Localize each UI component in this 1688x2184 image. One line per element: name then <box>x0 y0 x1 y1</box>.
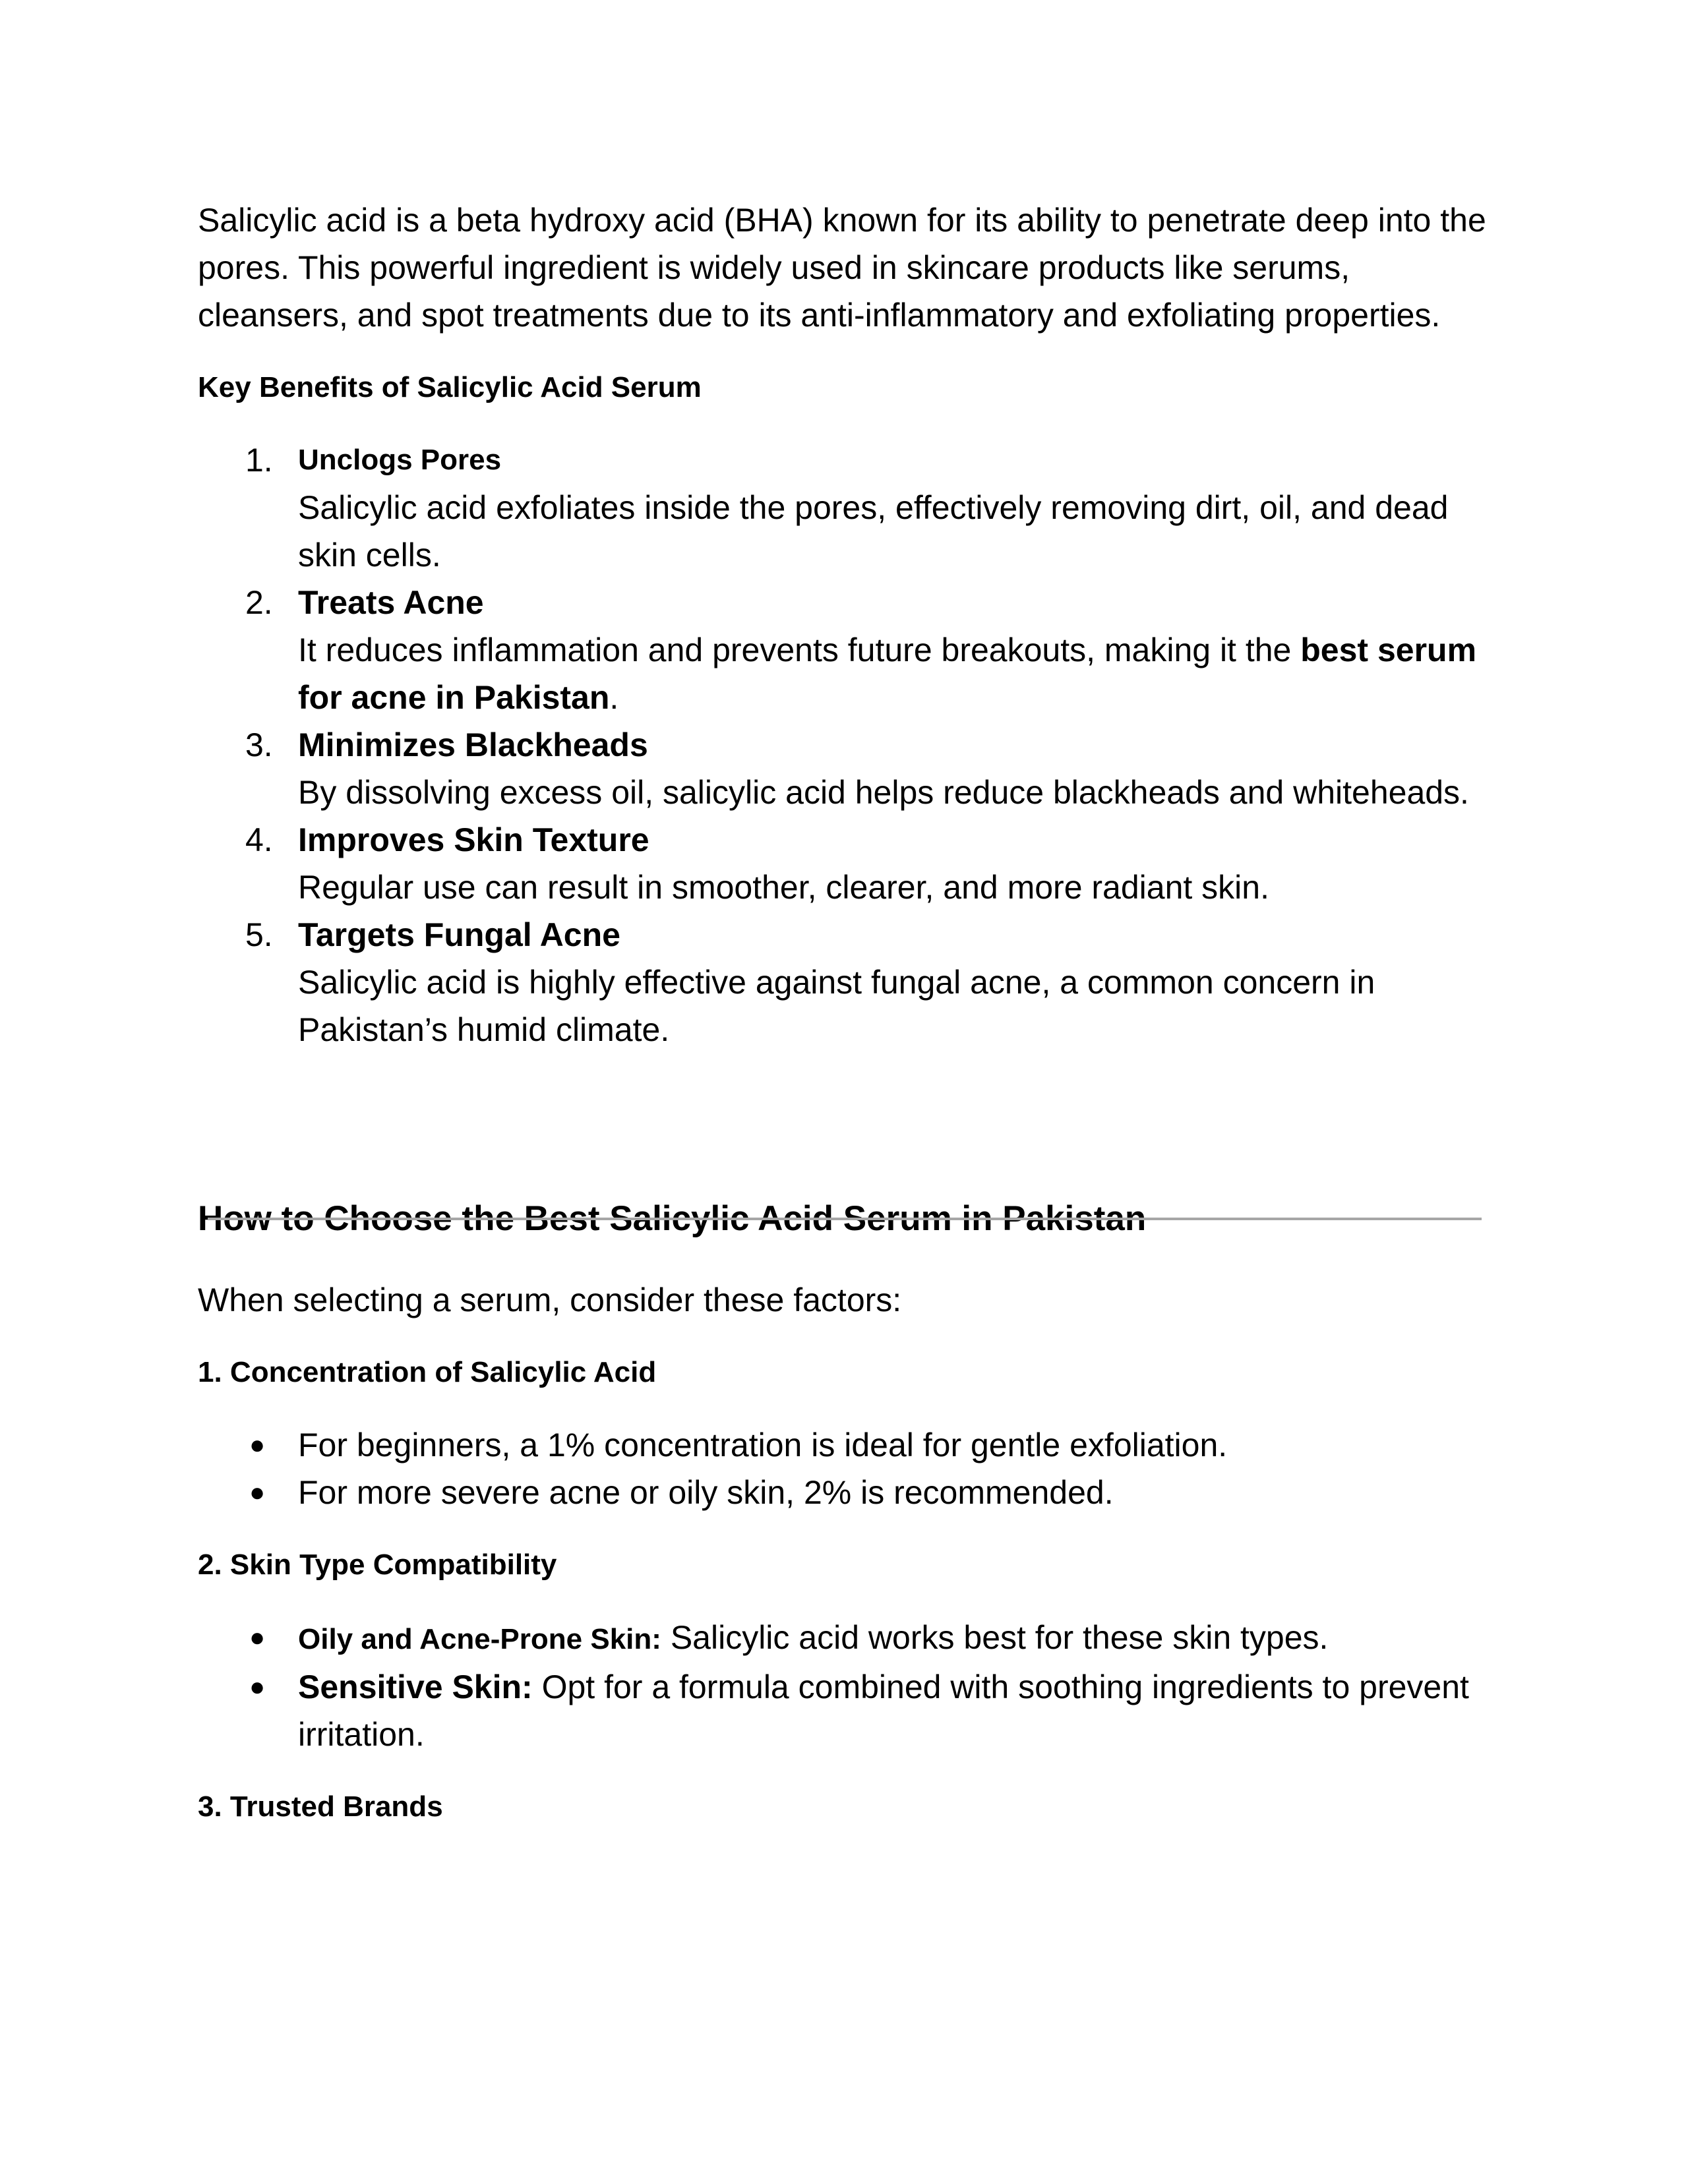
list-item <box>198 1469 1490 1516</box>
list-number: 4. <box>245 821 273 858</box>
benefit-description: By dissolving excess oil, salicylic acid helps reduce blackheads and whiteheads. <box>298 774 1469 811</box>
benefits-heading: Key Benefits of Salicylic Acid Serum <box>198 371 702 403</box>
brands-heading: 3. Trusted Brands <box>198 1790 443 1823</box>
benefit-description: Salicylic acid is highly effective against fungal acne, a common concern in Pakistan’s humid climate. <box>298 964 1375 1048</box>
skin-type-text: Salicylic acid works best for these skin types. <box>661 1619 1329 1656</box>
benefit-title: Targets Fungal Acne <box>298 916 620 953</box>
list-number: 5. <box>245 916 273 953</box>
horizontal-divider <box>208 1218 1482 1220</box>
list-number: 3. <box>245 726 273 763</box>
benefit-description-text: It reduces inflammation and prevents future breakouts, making it the <box>298 632 1301 668</box>
bullet-icon: ● <box>249 1623 266 1652</box>
list-item <box>198 1421 1490 1469</box>
list-number: 2. <box>245 584 273 621</box>
list-number: 1. <box>245 442 273 479</box>
benefit-description: Salicylic acid exfoliates inside the pores, effectively removing dirt, oil, and dead skin cells. <box>298 489 1449 574</box>
concentration-list <box>198 1421 1490 1516</box>
list-item <box>198 721 1490 816</box>
choose-heading: How to Choose the Best Salicylic Acid Serum in Pakistan <box>198 1199 1147 1238</box>
benefit-description-end: . <box>609 679 619 716</box>
benefit-title: Unclogs Pores <box>298 444 502 476</box>
list-item <box>198 436 1490 579</box>
skin-type-text: Opt for a formula combined with soothing ingredients to prevent irritation. <box>298 1668 1469 1753</box>
list-item <box>198 1614 1490 1663</box>
benefits-list <box>198 436 1490 1053</box>
list-item <box>198 579 1490 721</box>
benefit-title: Minimizes Blackheads <box>298 726 648 763</box>
bullet-icon: ● <box>249 1672 266 1701</box>
list-item <box>198 1663 1490 1758</box>
list-item <box>198 911 1490 1053</box>
choose-lead: When selecting a serum, consider these factors: <box>198 1282 902 1318</box>
intro-paragraph: Salicylic acid is a beta hydroxy acid (BHA) known for its ability to penetrate deep into the pores. This powerful ingredient is widely used in skincare products like serums, cleansers, and spot treatments due to its anti-inflammatory and exfoliating properties. <box>198 202 1486 334</box>
benefit-description-bold: best serum for acne in Pakistan <box>298 632 1477 716</box>
skin-type-label: Oily and Acne-Prone Skin: <box>298 1623 661 1655</box>
benefit-description <box>298 626 1490 721</box>
benefit-title: Treats Acne <box>298 584 484 621</box>
skin-type-heading: 2. Skin Type Compatibility <box>198 1549 557 1581</box>
concentration-heading: 1. Concentration of Salicylic Acid <box>198 1356 657 1388</box>
skin-type-list <box>198 1614 1490 1758</box>
benefit-description: Regular use can result in smoother, clearer, and more radiant skin. <box>298 869 1269 906</box>
skin-type-label: Sensitive Skin: <box>298 1668 533 1705</box>
document-page <box>198 196 1490 1827</box>
bullet-icon: ● <box>249 1431 266 1460</box>
benefit-title: Improves Skin Texture <box>298 821 649 858</box>
list-item <box>198 816 1490 911</box>
concentration-text: For beginners, a 1% concentration is ideal for gentle exfoliation. <box>298 1427 1228 1463</box>
concentration-text: For more severe acne or oily skin, 2% is recommended. <box>298 1474 1114 1511</box>
bullet-icon: ● <box>249 1478 266 1507</box>
